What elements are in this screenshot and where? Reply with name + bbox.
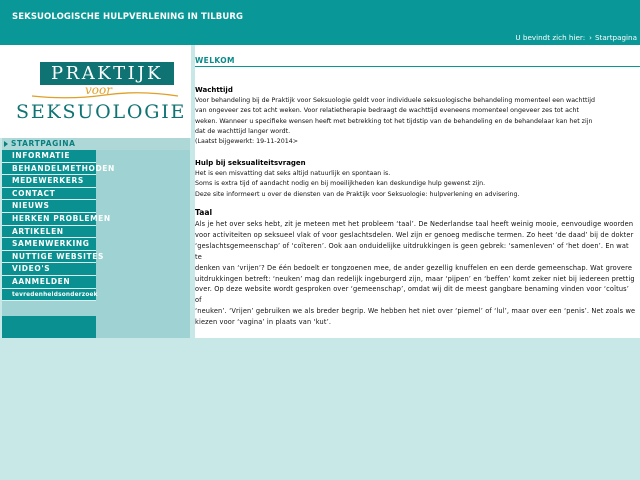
breadcrumb-label: U bevindt zich hier: (515, 33, 586, 42)
site-logo[interactable] (16, 62, 187, 126)
sidebar-item-startpagina[interactable] (2, 138, 190, 150)
text-line: denken van ‘vrijen’? De één bedoelt er tongzoenen mee, de ander gezellig knuffelen en een derde gemeenschap. Wat grovere (195, 263, 633, 272)
title-divider (195, 66, 640, 67)
text-line: (Laatst bijgewerkt: 19-11-2014> (195, 138, 298, 146)
chevron-right-icon: › (589, 34, 592, 42)
text-line: van ongeveer zes tot acht weken. Voor relatietherapie bedraagt de wachttijd eveneens momenteel ongeveer zes tot acht (195, 107, 579, 115)
section-title-taal: Taal (195, 208, 213, 217)
logo-word-praktijk: PRAKTIJK (40, 62, 174, 85)
logo-word-seksuologie: SEKSUOLOGIE (16, 101, 187, 123)
text-line: kiezen voor ‘vagina’ in plaats van ‘kut’. (195, 318, 332, 327)
sidebar-item-herken-problemen[interactable]: HERKEN PROBLEMEN (2, 213, 96, 226)
text-line: Soms is extra tijd of aandacht nodig en bij moeilijkheden kan deskundige hulp gewenst zijn. (195, 180, 486, 188)
site-title: SEKSUOLOGISCHE HULPVERLENING IN TILBURG (12, 12, 244, 22)
triangle-right-icon (4, 141, 8, 147)
sidebar-item-informatie[interactable]: INFORMATIE (2, 150, 96, 163)
sidebar-item-videos[interactable]: VIDEO'S (2, 263, 96, 276)
sidebar-item-contact[interactable]: CONTACT (2, 188, 96, 201)
breadcrumb-link-startpagina[interactable]: Startpagina (594, 33, 637, 42)
sidebar-nav-footer (2, 316, 96, 338)
sidebar-item-nuttige-websites[interactable]: NUTTIGE WEBSITES (2, 251, 96, 264)
sidebar-item-artikelen[interactable]: ARTIKELEN (2, 226, 96, 239)
text-line: Deze site informeert u over de diensten van de Praktijk voor Seksuologie: hulpverlening en advisering. (195, 190, 520, 198)
section-taal-text (195, 219, 637, 328)
text-line: Voor behandeling bij de Praktijk voor Seksuologie geldt voor individuele seksuologische behandeling momenteel een wachttijd (195, 97, 595, 104)
logo-word-voor: voor (85, 83, 112, 97)
section-wachttijd-text (195, 96, 637, 147)
sidebar-item-behandelmethoden[interactable]: BEHANDELMETHODEN (2, 163, 96, 176)
sidebar-nav (2, 150, 115, 301)
sidebar-item-samenwerking[interactable]: SAMENWERKING (2, 238, 96, 251)
text-line: Als je het over seks hebt, zit je meteen met het probleem ‘taal’. De Nederlandse taal heeft weinig mooie, eenvoudige woorden (195, 220, 634, 228)
text-line: uitdrukkingen betreft: ‘neuken’ mag dan redelijk ingeburgerd zijn, maar ‘pijpen’ en ‘beffen’ komt zeker niet bij iedereen prettig (195, 274, 635, 283)
text-line: over. Op deze website wordt gesproken over ‘gemeenschap’, omdat wij dit de meest gangbare benaming vinden voor ‘coïtus’ of (195, 285, 629, 305)
sidebar-item-medewerkers[interactable]: MEDEWERKERS (2, 175, 96, 188)
breadcrumb (515, 33, 637, 42)
text-line: Het is een misvatting dat seks altijd natuurlijk en spontaan is. (195, 170, 391, 177)
sidebar-item-label: STARTPAGINA (11, 139, 76, 148)
text-line: voor activiteiten op seksueel vlak of voor geslachtsdelen. Wel zijn er genoeg medische termen. Zo heet ‘de daad’ bij de dokter (195, 230, 634, 239)
site-header (0, 0, 640, 45)
text-line: weken. Wanneer u specifieke wensen heeft met betrekking tot het tijdstip van de behandeling en de behandelaar kan het zijn (195, 117, 593, 125)
sidebar-item-tevredenheidsonderzoek[interactable]: tevredenheidsonderzoek (2, 289, 96, 302)
text-line: ‘geslachtsgemeenschap’ of ‘coïteren’. Ook aan onduidelijke uitdrukkingen is geen gebrek: ‘samenleven’ of ‘het doen’. En wat te (195, 241, 629, 261)
page-title: WELKOM (195, 56, 235, 65)
section-hulp-text (195, 169, 637, 200)
section-title-hulp: Hulp bij seksualiteitsvragen (195, 159, 306, 167)
sidebar-item-nieuws[interactable]: NIEUWS (2, 200, 96, 213)
text-line: dat de wachttijd langer wordt. (195, 127, 291, 135)
sidebar-item-aanmelden[interactable]: AANMELDEN (2, 276, 96, 289)
text-line: ‘neuken’. ‘Vrijen’ gebruiken we als breder begrip. We hebben het niet over ‘piemel’ of ‘lul’, maar over een ‘penis’. Net zoals we (195, 307, 636, 316)
section-title-wachttijd: Wachttijd (195, 86, 233, 94)
